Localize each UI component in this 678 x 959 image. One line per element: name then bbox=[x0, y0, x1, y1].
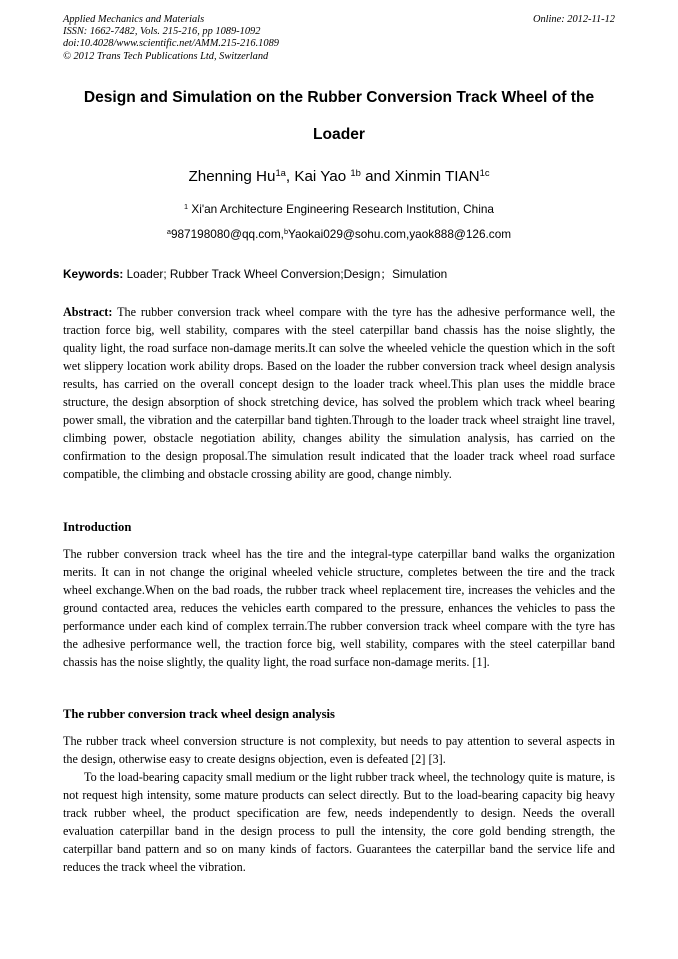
design-analysis-paragraph-2: To the load-bearing capacity small medium or the light rubber track wheel, the technology quite is mature, is not request high intensity, some mature products can select directly. But to the load-bearing capacity big heavy track rubber wheel, the product specification are few, needs independently to design. Needs the overall evaluation caterpillar band in the design process to pull the intensity, the core gold bending strength, the caterpillar band pattern and so on many kinds of factors. Guarantees the caterpillar band the service life and reduces the track wheel the vibration. bbox=[63, 770, 615, 875]
author-list bbox=[60, 168, 618, 185]
online-date: Online: 2012-11-12 bbox=[532, 14, 615, 25]
copyright-line: © 2012 Trans Tech Publications Ltd, Switzerland bbox=[63, 50, 269, 62]
keywords-label: Keywords: bbox=[63, 267, 124, 281]
introduction-heading: Introduction bbox=[63, 520, 132, 534]
author-separator-2: and bbox=[360, 168, 395, 185]
abstract-label: Abstract: bbox=[63, 305, 113, 319]
design-analysis-paragraph-1: The rubber track wheel conversion structure is not complexity, but needs to pay attention to several aspects in the design, otherwise easy to create designs objection, even is defeated [2] [3]. bbox=[63, 734, 615, 767]
email-a-sup: a bbox=[166, 226, 171, 236]
keywords bbox=[63, 265, 447, 282]
journal-header bbox=[63, 14, 279, 63]
paper-title-line-1: Design and Simulation on the Rubber Conversion Track Wheel of the bbox=[83, 89, 595, 106]
author-2-sup: 1b bbox=[350, 166, 361, 178]
abstract bbox=[63, 303, 615, 483]
author-separator-1: , bbox=[285, 168, 295, 185]
doi-line: doi:10.4028/www.scientific.net/AMM.215-216.1089 bbox=[63, 38, 279, 50]
author-2: Kai Yao bbox=[294, 168, 351, 185]
email-b: Yaokai029@sohu.com,yaok888@126.com bbox=[288, 227, 512, 241]
affiliation-text: Xi'an Architecture Engineering Research Institution, China bbox=[188, 202, 494, 216]
author-3-sup: 1c bbox=[479, 166, 490, 178]
design-analysis-heading: The rubber conversion track wheel design analysis bbox=[63, 707, 335, 721]
issn-line: ISSN: 1662-7482, Vols. 215-216, pp 1089-1092 bbox=[63, 26, 261, 38]
email-a: 987198080@qq.com, bbox=[170, 227, 284, 241]
affiliation bbox=[60, 202, 618, 216]
journal-name: Applied Mechanics and Materials bbox=[63, 14, 205, 25]
author-emails bbox=[60, 227, 618, 241]
abstract-text: The rubber conversion track wheel compare with the tyre has the adhesive performance well, the traction force big, well stability, compares with the steel caterpillar band chassis has the noise slightly, the quality light, the road surface non-damage merits.It can solve the wheeled vehicle the question which in the soft wet slippery location work ability drops. Based on the loader the rubber conversion track wheel design analysis results, has carried on the overall concept design to the loader track wheel.This plan uses the middle brace structure, the design absorption of shock stretching device, has solved the problem which track wheel bearing power small, the vibration and the caterpillar band tighten.Through to the loader track wheel straight line travel, climbing power, obstacle negotiation ability, changes ability the simulation analysis, has carried on the confirmation to the design proposal.The simulation result indicated that the loader track wheel road surface compatible, the climbing and obstacle crossing ability are good, change nimbly. bbox=[63, 305, 615, 482]
keywords-text: Loader; Rubber Track Wheel Conversion;Design；Simulation bbox=[123, 267, 448, 281]
author-3: Xinmin TIAN bbox=[394, 168, 480, 185]
author-1: Zhenning Hu bbox=[188, 168, 276, 185]
paper-title-line-2: Loader bbox=[313, 126, 365, 143]
affiliation-sup: 1 bbox=[184, 201, 189, 211]
introduction-paragraph: The rubber conversion track wheel has the tire and the integral-type caterpillar band walks the organization merits. It can in not change the original wheeled vehicle structure, completes between the tire and the track wheel exchange.When on the bad roads, the rubber track wheel replacement tire, increases the vehicles and the ground contacted area, reduces the vehicles earth compared to the pressure, enhances the vehicles to pass the performance under each kind of complex terrain.The rubber conversion track wheel compare with the tyre has the adhesive performance well, the traction force big, well stability, compares with the steel caterpillar band chassis has the noise slightly, the quality light, the road surface non-damage merits. [1]. bbox=[63, 547, 615, 670]
author-1-sup: 1a bbox=[275, 166, 286, 178]
email-b-sup: b bbox=[283, 226, 288, 236]
